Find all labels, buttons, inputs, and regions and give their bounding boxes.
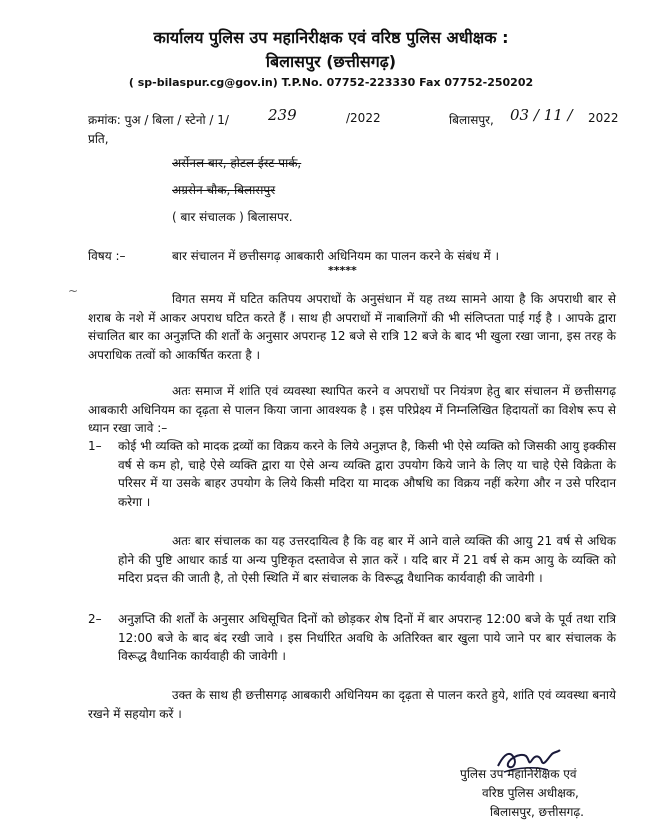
office-contact: ( sp-bilaspur.cg@gov.in) T.P.No. 07752-223330 Fax 07752-250202 [128,76,534,89]
signatory-location: बिलासपुर, छत्तीसगढ़. [490,805,584,819]
item-1-followup: अतः बार संचालक का यह उत्तरदायित्व है कि वह बार में आने वाले व्यक्ति की आयु 21 वर्ष से अधिक होने की पुष्टि आधार कार्ड या अन्य पुष्टिकृत दस्तावेज से ज्ञात करें । यदि बार में 21 वर्ष से कम आयु के व्यक्ति को मदिरा प्रदत्त की जाती है, तो ऐसी स्थिति में बार संचालक के विरूद्ध वैधानिक कार्यवाही की जावेगी । [118,534,616,586]
subject-label: विषय :– [88,249,126,263]
office-title: कार्यालय पुलिस उप महानिरीक्षक एवं वरिष्ठ पुलिस अधीक्षक : [153,28,509,47]
addressee-line-2: अग्रसेन चौक, बिलासपुर [172,183,276,197]
office-location: बिलासपुर (छत्तीसगढ़) [265,52,397,71]
body-paragraph-1: विगत समय में घटित कतिपय अपराधों के अनुसंधान में यह तथ्य सामने आया है कि अपराधी बार से शराब के नशे में आकर अपराध घटित करते हैं । साथ ही अपराधों में नाबालिगों की भी संलिप्तता पाई गई है । आपके द्वारा संचालित बार का अनुज्ञप्ति की शर्तों के अनुसार अपरान्ह 12 बजे से रात्रि 12 बजे के बाद भी खुला रखा जाना, इस तरह के अपराधिक तत्वों को आकर्षित करता है । [88,292,616,362]
margin-mark: ~ [68,284,79,298]
addressee-line-3: ( बार संचालक ) बिलासपर. [172,210,293,224]
reference-number-handwritten: 239 [268,106,297,124]
signatory-designation-1: पुलिस उप महानिरीक्षक एवं [460,767,577,781]
subject-text: बार संचालन में छत्तीसगढ़ आबकारी अधिनियम का पालन करने के संबंध में । [172,249,500,263]
signatory-designation-2: वरिष्ठ पुलिस अधीक्षक, [482,786,579,800]
letter-place: बिलासपुर, [449,113,494,127]
letter-date-year: 2022 [588,111,619,125]
separator-stars: ***** [328,264,357,277]
closing-paragraph: उक्त के साथ ही छत्तीसगढ़ आबकारी अधिनियम का दृढ़ता से पालन करते हुये, शांति एवं व्यवस्था बनाये रखने में सहयोग करें । [88,688,616,721]
item-1-number: 1– [88,439,102,453]
prati-label: प्रति, [88,132,109,146]
letter-date-handwritten: 03 / 11 / [510,106,573,124]
item-2-number: 2– [88,612,102,626]
reference-number-label: क्रमांक: पुअ / बिला / स्टेनो / 1/ [88,113,229,127]
reference-year: /2022 [346,111,381,125]
item-1-text: कोई भी व्यक्ति को मादक द्रव्यों का विक्रय करने के लिये अनुज्ञप्त है, किसी भी ऐसे व्यक्ति को जिसकी आयु इक्कीस वर्ष से कम हो, चाहे ऐसे व्यक्ति द्वारा या ऐसे अन्य व्यक्ति द्वारा उपयोग किये जाने के लिए या चाहे ऐसे विक्रेता के परिसर में या उसके बाहर उपयोग के लिये किसी मदिरा या मादक औषधि का विक्रय नहीं करेगा और न उसे परिदान करेगा । [118,439,616,509]
body-paragraph-2: अतः समाज में शांति एवं व्यवस्था स्थापित करने व अपराधों पर नियंत्रण हेतु बार संचालन में छत्तीसगढ़ आबकारी अधिनियम का दृढ़ता से पालन किया जाना आवश्यक है । इस परिप्रेक्ष्य में निम्नलिखित हिदायतों का विशेष रूप से ध्यान रखा जावे :– [88,384,616,436]
item-2-text: अनुज्ञप्ति की शर्तों के अनुसार अधिसूचित दिनों को छोड़कर शेष दिनों में बार अपरान्ह 12:00 बजे के पूर्व तथा रात्रि 12:00 बजे के बाद बंद रखी जावे । इस निर्धारित अवधि के अतिरिक्त बार खुला पाये जाने पर बार संचालक के विरूद्ध वैधानिक कार्यवाही की जावेगी । [118,612,616,664]
addressee-line-1: अर्सेनल बार, होटल ईस्ट पार्क, [172,156,302,170]
